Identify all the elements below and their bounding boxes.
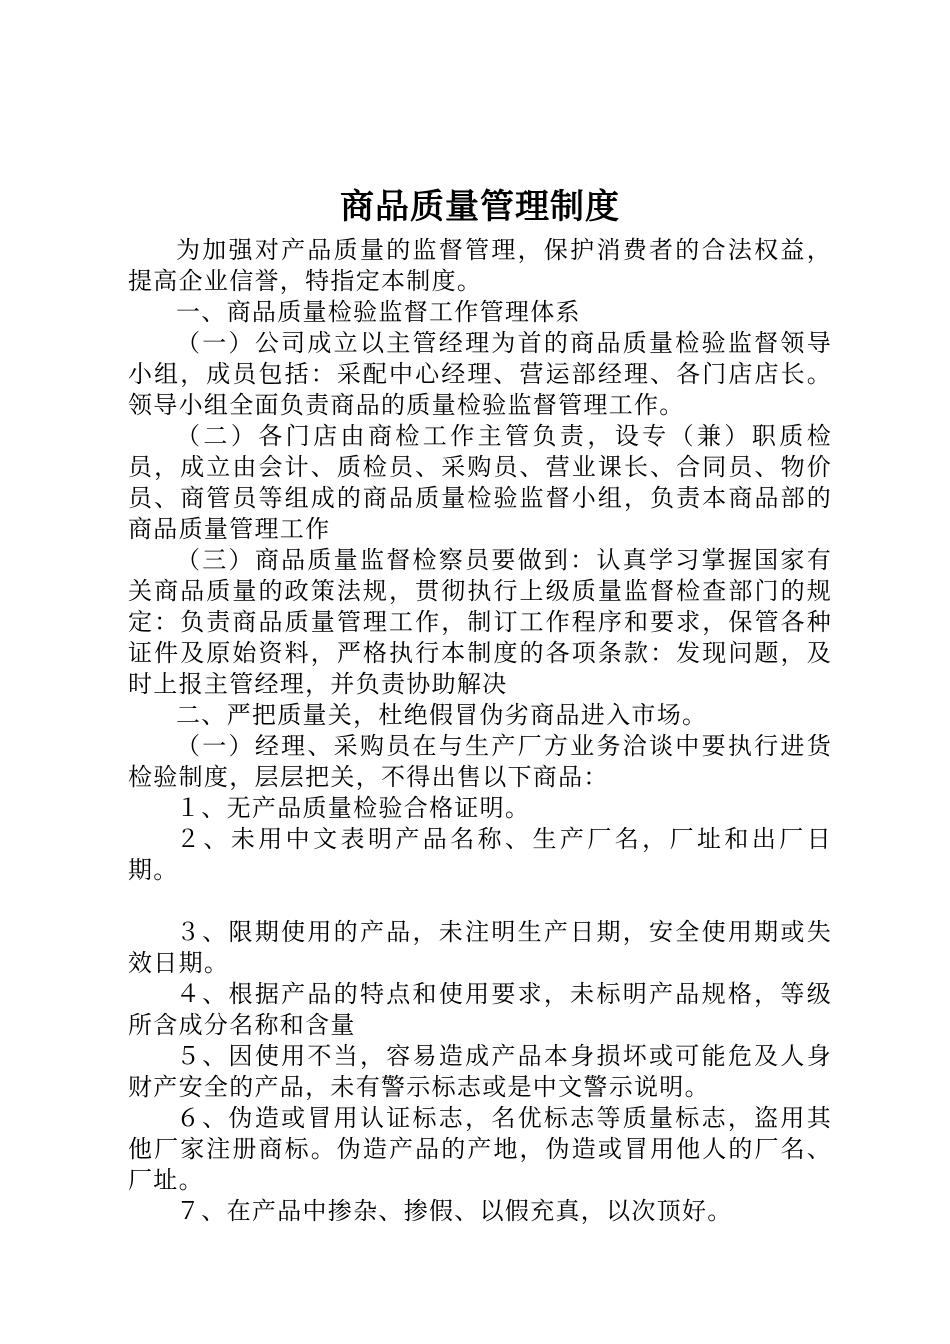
section-heading-2: 二、严把质量关，杜绝假冒伪劣商品进入市场。 xyxy=(176,701,708,729)
section-1-item-3: （三）商品质量监督检察员要做到：认真学习掌握国家有关商品质量的政策法规，贯彻执行上级质量监督检查部门的规定：负责商品质量管理工作，制订工作程序和要求，保管各种证件及原始资料，严格执行本制度的各项条款：发现问题，及时上报主管经理，并负责协助解决 xyxy=(128,546,832,698)
section-1-item-2: （二）各门店由商检工作主管负责，设专（兼）职质检员，成立由会计、质检员、采购员、营业课长、合同员、物价员、商管员等组成的商品质量检验监督小组，负责本商品部的商品质量管理工作 xyxy=(128,422,832,543)
document-page xyxy=(128,183,832,1227)
list-item-3: ３、限期使用的产品，未注明生产日期，安全使用期或失效日期。 xyxy=(128,918,832,977)
list-item-7: ７、在产品中掺杂、掺假、以假充真，以次顶好。 xyxy=(176,1197,733,1225)
document-title: 商品质量管理制度 xyxy=(340,187,620,227)
section-heading-1: 一、商品质量检验监督工作管理体系 xyxy=(176,298,581,326)
list-item-5: ５、因使用不当，容易造成产品本身损坏或可能危及人身财产安全的产品，未有警示标志或是中文警示说明。 xyxy=(128,1042,832,1101)
section-2-item-1: （一）经理、采购员在与生产厂方业务洽谈中要执行进货检验制度，层层把关，不得出售以下商品： xyxy=(128,732,832,791)
list-item-2: ２、未用中文表明产品名称、生产厂名，厂址和出厂日期。 xyxy=(128,825,832,884)
list-item-1: １、无产品质量检验合格证明。 xyxy=(176,794,531,822)
intro-paragraph: 为加强对产品质量的监督管理，保护消费者的合法权益，提高企业信誉，特指定本制度。 xyxy=(128,236,832,295)
section-1-item-1: （一）公司成立以主管经理为首的商品质量检验监督领导小组，成员包括：采配中心经理、营运部经理、各门店店长。领导小组全面负责商品的质量检验监督管理工作。 xyxy=(128,329,832,419)
list-item-4: ４、根据产品的特点和使用要求，未标明产品规格，等级所含成分名称和含量 xyxy=(128,980,832,1039)
list-item-6: ６、伪造或冒用认证标志，名优标志等质量标志，盗用其他厂家注册商标。伪造产品的产地，伪造或冒用他人的厂名、厂址。 xyxy=(128,1104,832,1194)
